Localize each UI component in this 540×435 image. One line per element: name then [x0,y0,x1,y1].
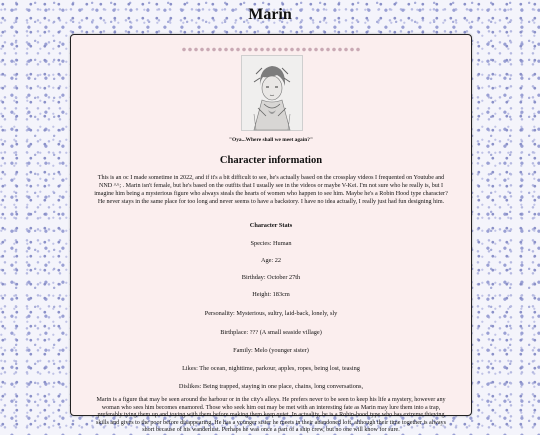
character-quote: "Oya...Where shall we meet again?" [229,137,313,143]
character-information-heading: Character information [219,155,323,166]
stat-birthplace: Birthplace: ??? (A small seaside village) [220,329,322,336]
stat-personality: Personality: Mysterious, sultry, laid-back, lonely, sly [204,310,338,317]
profile-card [70,34,472,434]
stat-family: Family: Melo (younger sister) [233,347,309,354]
stat-species: Species: Human [250,240,292,247]
stat-likes: Likes: The ocean, nighttime, parkour, apples, ropes, being lost, teasing [182,365,360,372]
intro-paragraph: This is an oc I made sometime in 2022, and if it's a bit difficult to see, he's actually based on the crossplay videos I frequented on Youtube and NND ^^; . Marin isn't female, but he's based on the outfits that I usually see in the videos or maybe V-Kei. I'm not sure who he really is, but I imagine him being a mysterious figure who always steals the hearts of women who happen to see him. Maybe he's a Robin Hood type character? He never stays in the same place for too long and never seems to have a backstory. I have no idea actually, I really just had fun designing him. [94,175,448,205]
stat-dislikes: Dislikes: Being trapped, staying in one place, chains, long conversations, [178,383,364,390]
character-portrait-sketch-icon [242,56,302,130]
stat-birthday: Birthday: October 27th [241,274,301,281]
decorative-divider [181,47,361,52]
page-title: Marin [248,6,292,23]
stat-age: Age: 22 [260,257,282,264]
bio-paragraph: Marin is a figure that may be seen around the harbour or in the city's alleys. He prefers never to be seen to keep his life a mystery, however any woman who sees him becomes enamored. Those who seek him out may be met with an interesting fate as Marin may lure them into a trap, preferably tying them up and toying with them before making them keep quiet. In actuality, he is a Robin-hood type who has extreme thieving skills and gives to the poor before disappearing. He has a younger sister he meets in their abandoned loft, although their time together is always short because of his wanderlust. Perhaps he was once a part of a ship crew, but no one will know for sure. [96,397,446,434]
stat-height: Height: 183cm [252,291,290,298]
character-stats-heading: Character Stats [249,222,293,229]
character-portrait [241,55,303,131]
